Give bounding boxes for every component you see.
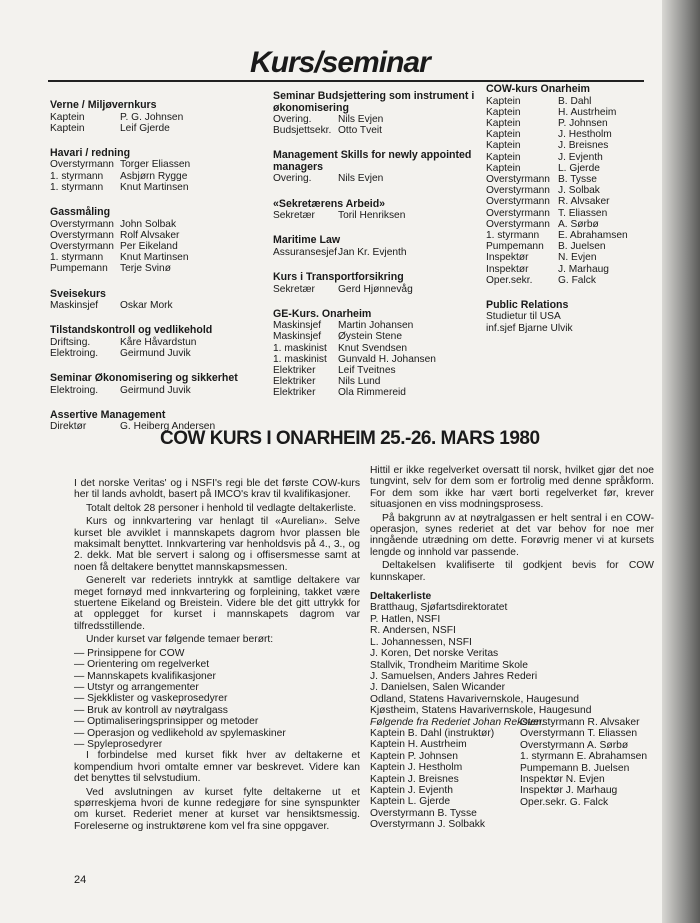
participant-name: H. Austrheim bbox=[558, 106, 617, 118]
participant-role: Inspektør bbox=[486, 252, 529, 264]
course-section bbox=[273, 309, 478, 399]
participant-entry: Overstyrmann J. Solbakk bbox=[370, 819, 486, 831]
course-heading: Tilstandskontroll og vedlikehold bbox=[50, 324, 213, 337]
participant-name: Knut Martinsen bbox=[120, 252, 189, 264]
course-heading: Seminar Budsjettering som instrument i økonomisering bbox=[273, 90, 475, 114]
topic-item: — Sjekklister og vaskeprosedyrer bbox=[74, 693, 360, 704]
participant-row bbox=[273, 387, 478, 398]
course-section bbox=[486, 300, 661, 334]
paragraph: Totalt deltok 28 personer i henhold til vedlagte deltakerliste. bbox=[86, 502, 357, 514]
participant-name: Knut Svendsen bbox=[338, 342, 408, 354]
topic-item: — Orientering om regelverket bbox=[74, 659, 360, 670]
participant-name: Asbjørn Rygge bbox=[120, 170, 188, 182]
course-heading: GE-Kurs. Onarheim bbox=[273, 307, 372, 320]
paragraph: I forbindelse med kurset fikk hver av deltakerne et kompendium hvori omtalte emner var beskrevet. Videre kan det benyttes til selvstudium. bbox=[74, 750, 360, 785]
participant-row bbox=[50, 348, 270, 359]
course-section bbox=[486, 84, 661, 286]
participant-role: Overstyrmann bbox=[50, 218, 114, 230]
participant-name: N. Evjen bbox=[558, 252, 597, 264]
article-heading: COW KURS I ONARHEIM 25.-26. MARS 1980 bbox=[160, 428, 540, 449]
participant-row bbox=[486, 230, 661, 241]
paragraph: Hittil er ikke regelverket oversatt til norsk, hvilket gjør det noe tungvint, selv for dem som er fortrolig med denne språkform. For dem som ikke har vært borti regelverket før, krever situasjonen en viss modningsprosess. bbox=[370, 465, 654, 511]
participant-row bbox=[50, 123, 270, 134]
course-heading: Maritime Law bbox=[273, 234, 341, 247]
participant-entry: R. Andersen, NSFI bbox=[370, 625, 456, 637]
course-heading: Gassmåling bbox=[50, 206, 111, 219]
participant-name: John Solbak bbox=[120, 218, 177, 230]
participant-role: Kaptein bbox=[486, 95, 521, 107]
topic-item: — Prinsippene for COW bbox=[74, 648, 360, 659]
participant-name: Gerd Hjønnevåg bbox=[338, 283, 413, 295]
participant-name: L. Gjerde bbox=[558, 162, 600, 174]
page-number: 24 bbox=[74, 874, 87, 886]
participant-entry: Kaptein J. Breisnes bbox=[370, 773, 459, 785]
participant-entry: Inspektør J. Marhaug bbox=[520, 785, 618, 797]
participant-name: Gunvald H. Johansen bbox=[338, 353, 436, 365]
participant-role: Sekretær bbox=[273, 283, 315, 295]
participant-row bbox=[50, 171, 270, 182]
participant-row bbox=[486, 163, 661, 174]
participant-role: Overing. bbox=[273, 114, 312, 125]
course-heading: COW-kurs Onarheim bbox=[486, 83, 590, 95]
participant-row bbox=[486, 118, 661, 129]
title-rule bbox=[48, 80, 644, 82]
course-heading: Seminar Økonomisering og sikkerhet bbox=[50, 372, 238, 385]
topic-list bbox=[74, 648, 360, 751]
paragraph: Under kurset var følgende temaer berørt: bbox=[86, 634, 274, 646]
participant-row bbox=[50, 337, 270, 348]
participant-row bbox=[50, 263, 270, 274]
text-line: Studietur til USA bbox=[486, 311, 561, 323]
participant-name: Nils Evjen bbox=[338, 173, 384, 185]
course-section bbox=[273, 150, 478, 184]
participant-row bbox=[486, 140, 661, 151]
participant-name: G. Heiberg Andersen bbox=[120, 421, 216, 433]
participant-name: Rolf Alvsaker bbox=[120, 229, 180, 241]
participant-entry: Overstyrmann T. Eliassen bbox=[520, 728, 638, 740]
participant-role: 1. maskinist bbox=[273, 342, 327, 354]
participant-role: Pumpemann bbox=[486, 241, 544, 253]
participant-name: P. G. Johnsen bbox=[120, 111, 184, 123]
paragraph: I det norske Veritas' og i NSFI's regi ble det første COW-kurs her til lands avholdt, basert på IMCO's krav til kvalifikasjoner. bbox=[74, 478, 360, 501]
participant-row bbox=[273, 173, 478, 184]
participant-name: J. Solbak bbox=[558, 185, 600, 197]
participant-entry: Odland, Statens Havarivernskole, Haugesund bbox=[370, 693, 579, 705]
participant-name: J. Marhaug bbox=[558, 263, 609, 275]
participant-row bbox=[486, 196, 661, 207]
participant-row bbox=[50, 219, 270, 230]
course-heading: Assertive Management bbox=[50, 408, 166, 421]
course-section bbox=[50, 148, 270, 193]
course-heading: Management Skills for newly appointed managers bbox=[273, 149, 472, 173]
participant-role: Elektroing. bbox=[50, 347, 99, 359]
article-right-column bbox=[370, 465, 654, 831]
participant-name: R. Alvsaker bbox=[558, 196, 610, 208]
paragraph: Kurs og innkvartering var henlagt til «Aurelian». Selve kurset ble avviklet i mannskapets dagrom hvor plassen ble maksimalt benyttet. Innkvartering var henholdsvis på 4., 3., og 2. dekk. Mat ble servert i salong og i offisersmesse samt at noen få deltakere benyttet mannskapsmessen. bbox=[74, 516, 360, 573]
participant-entry: Stallvik, Trondheim Maritime Skole bbox=[370, 659, 528, 671]
participant-row bbox=[50, 230, 270, 241]
participant-name: A. Sørbø bbox=[558, 218, 599, 230]
participant-row bbox=[486, 208, 661, 219]
participant-role: Budsjettsekr. bbox=[273, 125, 332, 137]
participant-row bbox=[273, 354, 478, 365]
participant-name: T. Eliassen bbox=[558, 207, 608, 219]
participant-row bbox=[50, 241, 270, 252]
participant-entry: Overstyrmann B. Tysse bbox=[370, 807, 477, 819]
article-left-column bbox=[74, 478, 360, 834]
participant-name: B. Juelsen bbox=[558, 241, 606, 253]
participant-name: G. Falck bbox=[558, 274, 596, 286]
participant-role: 1. styrmann bbox=[50, 252, 104, 264]
participant-row bbox=[273, 125, 478, 136]
paragraph: Generelt var rederiets inntrykk at samtlige deltakere var meget fornøyd med innkvartering og forpleining, takket være stuertene Eikeland og Breistein. Videre ble det gitt uttrykk for at opplegget for kurset i mannskapets dagrom var tilfredsstillende. bbox=[74, 575, 360, 632]
participant-row bbox=[273, 320, 478, 331]
participant-role: Kaptein bbox=[486, 151, 521, 163]
participant-role: 1. styrmann bbox=[486, 229, 540, 241]
course-section bbox=[50, 325, 270, 359]
participant-row bbox=[273, 247, 478, 258]
course-column-1 bbox=[50, 100, 270, 447]
participant-row bbox=[486, 252, 661, 263]
participant-row bbox=[486, 185, 661, 196]
participant-name: Otto Tveit bbox=[338, 125, 382, 137]
participant-row bbox=[273, 365, 478, 376]
participant-entry: Pumpemann B. Juelsen bbox=[520, 762, 630, 774]
participant-role: Assuransesjef bbox=[273, 246, 337, 258]
participant-name: Terje Svinø bbox=[120, 263, 171, 275]
paragraph: Deltakelsen kvalifiserte til godkjent bevis for COW kunnskaper. bbox=[370, 560, 654, 583]
participant-entry: Kaptein L. Gjerde bbox=[370, 796, 451, 808]
participant-entry: Oper.sekr. G. Falck bbox=[520, 796, 609, 808]
participant-role: Overstyrmann bbox=[50, 240, 114, 252]
course-section bbox=[273, 272, 478, 295]
participant-row bbox=[486, 96, 661, 107]
participant-row bbox=[273, 114, 478, 125]
participant-entry: Kaptein J. Hestholm bbox=[370, 762, 463, 774]
participant-role: Overing. bbox=[273, 173, 312, 185]
participant-name: Jan Kr. Evjenth bbox=[338, 246, 407, 258]
participant-name: E. Abrahamsen bbox=[558, 229, 628, 241]
participant-role: Sekretær bbox=[273, 210, 315, 222]
participant-row bbox=[486, 241, 661, 252]
participant-role: Elektriker bbox=[273, 376, 316, 388]
participant-name: Leif Gjerde bbox=[120, 122, 170, 134]
participant-list bbox=[370, 602, 654, 716]
participant-row bbox=[50, 159, 270, 170]
participant-name: Torger Eliassen bbox=[120, 159, 191, 171]
participant-row bbox=[486, 107, 661, 118]
participant-entry: Kjøstheim, Statens Havarivernskole, Haugesund bbox=[370, 705, 592, 717]
participant-row bbox=[486, 152, 661, 163]
participant-role: Overstyrmann bbox=[50, 159, 114, 171]
participant-row bbox=[50, 252, 270, 263]
course-heading: Havari / redning bbox=[50, 146, 131, 159]
course-heading: Verne / Miljøvernkurs bbox=[50, 99, 157, 111]
participant-name: Kåre Håvardstun bbox=[120, 336, 197, 348]
participant-entry: P. Hatlen, NSFI bbox=[370, 613, 441, 625]
participant-entry: Overstyrmann A. Sørbø bbox=[520, 739, 629, 751]
participant-role: Overstyrmann bbox=[50, 229, 114, 241]
participant-row bbox=[273, 376, 478, 387]
participant-name: Knut Martinsen bbox=[120, 181, 189, 193]
participant-role: Elektroing. bbox=[50, 384, 99, 396]
participant-name: Leif Tveitnes bbox=[338, 365, 396, 377]
participant-name: Martin Johansen bbox=[338, 320, 414, 332]
course-heading: Public Relations bbox=[486, 298, 569, 311]
participant-row bbox=[273, 331, 478, 342]
participant-role: Overstyrmann bbox=[486, 173, 550, 185]
course-section bbox=[273, 91, 478, 136]
participant-name: Ola Rimmereid bbox=[338, 387, 406, 399]
participant-entry: Bratthaug, Sjøfartsdirektoratet bbox=[370, 602, 508, 614]
participant-name: J. Evjenth bbox=[558, 151, 603, 163]
participant-role: Kaptein bbox=[486, 162, 521, 174]
participant-entry: J. Koren, Det norske Veritas bbox=[370, 648, 499, 660]
participant-entry: Inspektør N. Evjen bbox=[520, 773, 605, 785]
participant-role: 1. styrmann bbox=[50, 170, 104, 182]
participant-row bbox=[273, 284, 478, 295]
participant-name: J. Hestholm bbox=[558, 129, 612, 141]
course-section bbox=[273, 235, 478, 258]
participant-role: Kaptein bbox=[486, 140, 521, 152]
participant-entry: Kaptein P. Johnsen bbox=[370, 750, 458, 762]
participant-role: Maskinsjef bbox=[273, 331, 322, 343]
participant-row bbox=[50, 182, 270, 193]
text-line: inf.sjef Bjarne Ulvik bbox=[486, 322, 573, 334]
participant-role: Maskinsjef bbox=[273, 320, 322, 332]
participant-entry: J. Danielsen, Salen Wicander bbox=[370, 682, 506, 694]
course-column-2 bbox=[273, 91, 478, 413]
participant-role: Driftsing. bbox=[50, 336, 91, 348]
participant-name: Øystein Stene bbox=[338, 331, 402, 343]
participant-role: Maskinsjef bbox=[50, 300, 99, 312]
participant-row bbox=[50, 112, 270, 123]
participant-name: Oskar Mork bbox=[120, 300, 173, 312]
participant-row bbox=[50, 385, 270, 396]
participant-row bbox=[50, 300, 270, 311]
paragraph: På bakgrunn av at nøytralgassen er helt sentral i en COW-operasjon, synes rederiet at det var behov for noe mer inngående utrædning om dette. Forøvrig mener vi at kursets lengde og innhold var passende. bbox=[370, 512, 654, 558]
participant-role: Kaptein bbox=[50, 122, 85, 134]
participant-name: P. Johnsen bbox=[558, 117, 608, 129]
course-heading: Kurs i Transportforsikring bbox=[273, 271, 404, 284]
participant-role: Overstyrmann bbox=[486, 218, 550, 230]
topic-item: — Mannskapets kvalifikasjoner bbox=[74, 671, 360, 682]
participant-role: Pumpemann bbox=[50, 263, 108, 275]
course-section bbox=[273, 199, 478, 222]
participant-role: Overstyrmann bbox=[486, 207, 550, 219]
participant-role: Kaptein bbox=[50, 111, 85, 123]
participant-list-heading: Deltakerliste bbox=[370, 591, 432, 603]
course-section bbox=[50, 289, 270, 312]
participant-entry: Overstyrmann R. Alvsaker bbox=[520, 716, 640, 728]
course-heading: «Sekretærens Arbeid» bbox=[273, 197, 386, 210]
participant-name: Per Eikeland bbox=[120, 240, 178, 252]
participant-name: B. Dahl bbox=[558, 95, 592, 107]
participant-entry: Kaptein H. Austrheim bbox=[370, 739, 467, 751]
participant-role: Kaptein bbox=[486, 106, 521, 118]
participant-name: B. Tysse bbox=[558, 173, 597, 185]
participant-role: Direktør bbox=[50, 421, 87, 433]
course-section bbox=[50, 100, 270, 134]
participant-role: Overstyrmann bbox=[486, 196, 550, 208]
participant-name: Toril Henriksen bbox=[338, 210, 406, 222]
participant-entry: L. Johannessen, NSFI bbox=[370, 636, 472, 648]
course-column-3 bbox=[486, 84, 661, 348]
participant-row bbox=[486, 264, 661, 275]
participant-row bbox=[273, 210, 478, 221]
participant-role: Kaptein bbox=[486, 129, 521, 141]
participant-entry: 1. styrmann E. Abrahamsen bbox=[520, 751, 648, 763]
participant-name: Geirmund Juvik bbox=[120, 347, 191, 359]
participant-entry: Kaptein J. Evjenth bbox=[370, 784, 453, 796]
page-edge-shadow bbox=[662, 0, 700, 923]
participant-name: Nils Lund bbox=[338, 376, 381, 388]
participant-role: Inspektør bbox=[486, 263, 529, 275]
course-section bbox=[50, 207, 270, 275]
participant-name: Geirmund Juvik bbox=[120, 384, 191, 396]
course-heading: Sveisekurs bbox=[50, 287, 106, 300]
participant-entry: J. Samuelsen, Anders Jahres Rederi bbox=[370, 670, 538, 682]
topic-item: — Utstyr og arrangementer bbox=[74, 682, 360, 693]
topic-item: — Operasjon og vedlikehold av spylemaskiner bbox=[74, 728, 360, 739]
participant-entry: Kaptein B. Dahl (instruktør) bbox=[370, 727, 495, 739]
participant-role: 1. styrmann bbox=[50, 181, 104, 193]
participant-role: Oper.sekr. bbox=[486, 274, 533, 286]
topic-item: — Optimaliseringsprinsipper og metoder bbox=[74, 716, 360, 727]
participant-role: Overstyrmann bbox=[486, 185, 550, 197]
participant-row bbox=[486, 129, 661, 140]
participant-role: Elektriker bbox=[273, 387, 316, 399]
participant-role: Kaptein bbox=[486, 117, 521, 129]
page-title: Kurs/seminar bbox=[250, 46, 430, 79]
course-section bbox=[50, 373, 270, 396]
paragraph: Ved avslutningen av kurset fylte deltakerne ut et spørreskjema hvori de kunne redegjøre for sine synspunkter om kurset. Rederiet mener at kurset var hensiktsmessig. Foreleserne og instruktørene kom vel fra sine oppgaver. bbox=[74, 786, 360, 832]
reksten-heading: Følgende fra Rederiet Johan Reksten: bbox=[370, 716, 545, 728]
participant-row bbox=[486, 275, 661, 286]
participant-row bbox=[486, 219, 661, 230]
topic-item: — Spyleprosedyrer bbox=[74, 739, 360, 750]
participant-row bbox=[486, 174, 661, 185]
topic-item: — Bruk av kontroll av nøytralgass bbox=[74, 705, 360, 716]
participant-role: Elektriker bbox=[273, 365, 316, 377]
participant-role: 1. maskinist bbox=[273, 353, 327, 365]
participant-name: Nils Evjen bbox=[338, 114, 384, 125]
participant-row bbox=[273, 343, 478, 354]
participant-name: J. Breisnes bbox=[558, 140, 609, 152]
